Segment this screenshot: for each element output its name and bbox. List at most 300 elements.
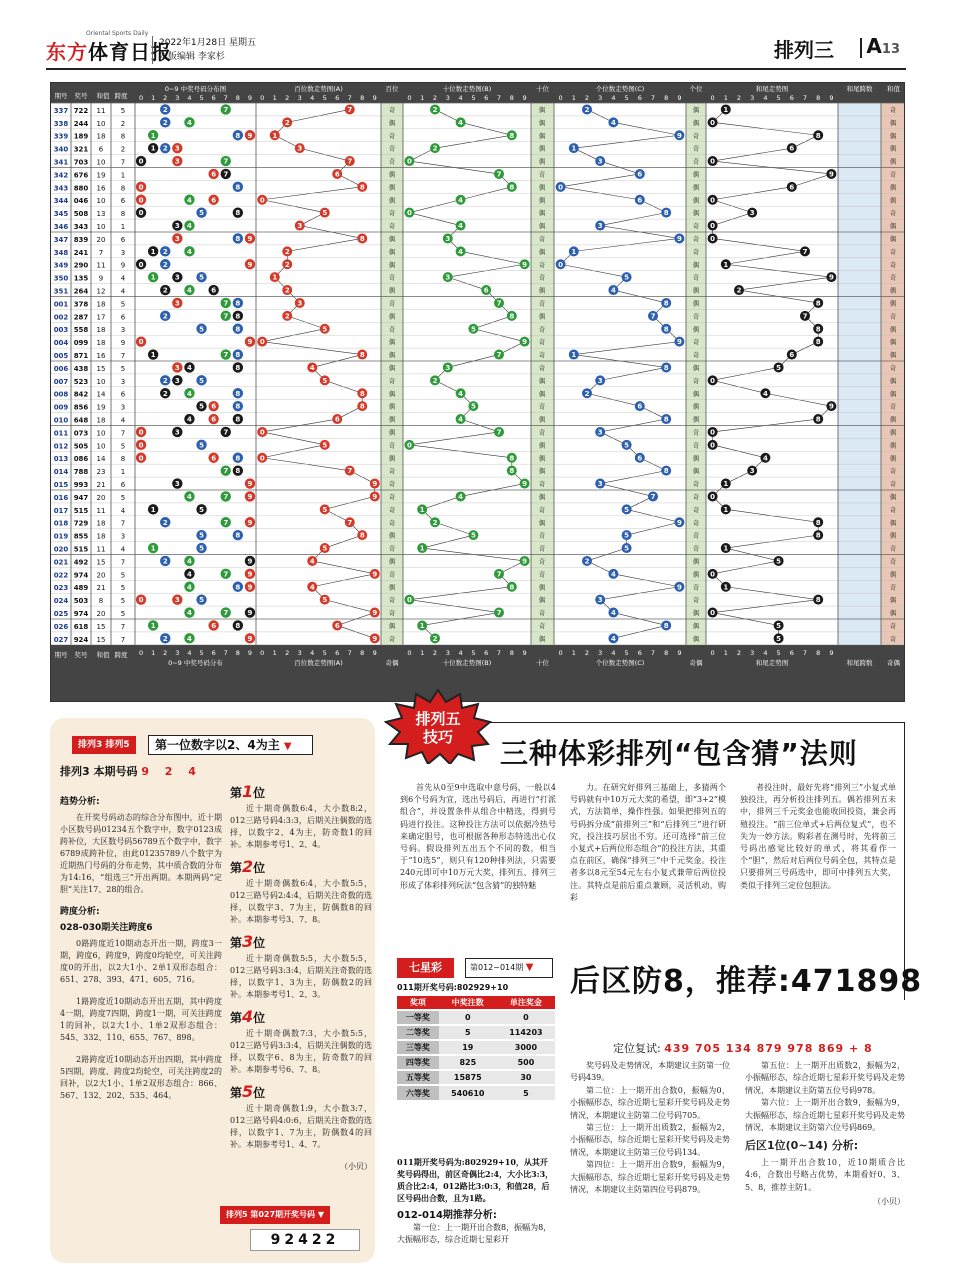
- number-cell: 924: [73, 635, 89, 644]
- logo-red-text: 东方: [46, 40, 88, 64]
- span-cell: 4: [120, 545, 126, 554]
- chart-group-footer: 十位数走势图(B): [442, 658, 492, 667]
- span-subheading: 028-030期关注跨度6: [60, 923, 153, 933]
- distribution-ball-digit: 3: [174, 376, 180, 385]
- chart-group-footer: 奇偶: [887, 658, 900, 667]
- parity-mark: 偶: [692, 402, 700, 411]
- period-cell: 349: [53, 261, 69, 270]
- distribution-ball-digit: 0: [138, 209, 144, 218]
- number-cell: 722: [73, 106, 89, 115]
- chart-digit-header: 6: [637, 648, 642, 657]
- prize-table-cell: 30: [497, 1070, 555, 1085]
- tail-ball-digit: 8: [815, 299, 821, 308]
- triangle-down-icon: ▼: [317, 1210, 325, 1219]
- distribution-ball-digit: 8: [235, 531, 241, 540]
- parity-mark: 偶: [692, 557, 700, 566]
- position-ball-digit: 2: [432, 634, 438, 643]
- span-cell: 7: [120, 352, 126, 360]
- chart-digit-header: 2: [163, 648, 168, 657]
- position-ball-digit: 6: [334, 621, 340, 630]
- position-ball-digit: 3: [297, 299, 303, 308]
- parity-mark: 偶: [538, 209, 546, 218]
- chart-digit-header: 7: [223, 648, 228, 657]
- prize-table-row: [397, 1085, 555, 1100]
- tail-ball-digit: 0: [710, 157, 716, 166]
- position-number: 4: [242, 1007, 254, 1026]
- tail-ball-digit: 8: [815, 325, 821, 334]
- number-cell: 343: [73, 223, 89, 231]
- parity-mark: 偶: [692, 260, 700, 269]
- period-cell: 016: [53, 493, 69, 502]
- position-ball-digit: 8: [663, 325, 669, 334]
- chart-digit-header: 3: [445, 94, 450, 102]
- period-cell: 340: [53, 145, 69, 154]
- sum-cell: 16: [96, 184, 106, 193]
- chart-digit-header: 7: [802, 648, 808, 657]
- chart-digit-header: 8: [360, 94, 365, 102]
- prize-table-col-header: 单注奖金: [497, 996, 555, 1010]
- position-ball-digit: 7: [650, 312, 656, 321]
- draw-value: 9 2 4: [141, 765, 202, 778]
- chart-digit-header: 4: [763, 648, 768, 657]
- position-ball-digit: 6: [637, 402, 643, 411]
- position-ball-digit: 9: [372, 634, 378, 643]
- span-cell: 4: [120, 416, 126, 425]
- tail-ball-digit: 6: [789, 144, 795, 153]
- parity-mark: 偶: [538, 518, 546, 527]
- span-cell: 5: [120, 597, 126, 606]
- chart-digit-header: 9: [372, 94, 377, 102]
- number-cell: 438: [73, 364, 89, 373]
- sum-parity-mark: 偶: [889, 376, 897, 385]
- number-cell: 099: [73, 339, 89, 348]
- distribution-ball-digit: 7: [223, 312, 229, 321]
- chart-digit-header: 4: [187, 94, 192, 102]
- position-ball-digit: 7: [347, 105, 353, 114]
- chart-digit-header: 7: [802, 94, 808, 102]
- position-ball-digit: 2: [432, 105, 438, 114]
- parity-mark: 偶: [538, 389, 546, 398]
- position-ball-digit: 3: [597, 596, 603, 605]
- back-area-text: 上一期开出合数10，近10期质合比4:6，合数出号略占优势，本期看好0、3、5、8，推荐主防1。: [745, 1157, 905, 1192]
- trend-chart-svg: [51, 83, 905, 702]
- distribution-ball-digit: 0: [138, 596, 144, 605]
- chart-group-header: 十位: [536, 85, 549, 93]
- parity-mark: 奇: [692, 157, 700, 166]
- chart-digit-header: 3: [598, 648, 603, 657]
- period-cell: 022: [53, 571, 69, 580]
- issue-date: 2022年1月28日 星期五: [159, 38, 256, 48]
- position-ball-digit: 1: [571, 247, 577, 256]
- distribution-ball-digit: 9: [247, 518, 253, 527]
- pailie5-tag-text: 排列5 第027期开奖号码: [226, 1210, 316, 1219]
- distribution-ball-digit: 5: [199, 376, 204, 385]
- distribution-ball-digit: 1: [150, 131, 156, 140]
- period-cell: 027: [53, 635, 69, 644]
- position-text: 近十期奇偶数7:3，大小数5:5，012三路号码3:3:4，后期关注偶数的选择，以数字6、8为主，防奇数7的回补。本期参考号6、7、8。: [230, 1029, 372, 1074]
- chart-digit-header: 3: [750, 94, 755, 102]
- distribution-ball-digit: 2: [162, 389, 168, 398]
- parity-mark: 偶: [538, 634, 546, 643]
- distribution-ball-digit: 6: [211, 170, 217, 179]
- period-cell: 001: [53, 300, 69, 309]
- chart-group-header: 个位: [689, 85, 703, 93]
- distribution-ball-digit: 0: [138, 196, 144, 205]
- parity-mark: 奇: [538, 351, 546, 360]
- chart-digit-header: 3: [297, 94, 302, 102]
- distribution-ball-digit: 7: [223, 518, 229, 527]
- sum-parity-mark: 奇: [889, 105, 897, 114]
- analysis-title-bar: [72, 736, 372, 756]
- position-ball-digit: 3: [445, 234, 451, 243]
- position-ball-digit: 7: [496, 170, 502, 179]
- distribution-ball-digit: 8: [235, 389, 241, 398]
- chart-digit-header: 2: [584, 648, 590, 657]
- position-heading: [230, 1082, 372, 1101]
- parity-mark: 偶: [538, 118, 546, 127]
- sum-cell: 20: [96, 571, 106, 580]
- sum-parity-mark: 奇: [889, 557, 897, 566]
- chart-digit-header: 7: [650, 648, 656, 657]
- chart-left-header: 和值: [96, 92, 110, 100]
- chart-group-footer: 0~9 中奖号码分布: [168, 658, 223, 667]
- chart-digit-header: 2: [432, 648, 438, 657]
- seven-star-tag: 七星彩: [397, 958, 454, 978]
- parity-mark: 奇: [538, 402, 546, 411]
- parity-mark: 偶: [388, 286, 396, 295]
- distribution-ball-digit: 5: [199, 544, 204, 553]
- sum-cell: 10: [96, 158, 106, 167]
- chart-digit-header: 4: [458, 648, 463, 657]
- recommend-para: 第六位：上一期开出合数9，振幅为9，大振幅形态，综合近期七星彩开奖号码及走势情况，本期建议主防第六位号码869。: [745, 1098, 905, 1133]
- sum-cell: 18: [96, 519, 106, 528]
- position-ball-digit: 9: [676, 131, 682, 140]
- chart-digit-header: 8: [816, 94, 821, 102]
- sum-cell: 10: [96, 119, 106, 128]
- position-ball-digit: 2: [284, 260, 290, 269]
- trend-chart: [50, 82, 905, 702]
- position-ball-digit: 9: [372, 480, 378, 489]
- prize-table-cell: 0: [439, 1010, 497, 1025]
- parity-mark: 奇: [388, 131, 396, 140]
- position-ball-digit: 3: [597, 222, 603, 231]
- position-ball-digit: 4: [458, 222, 464, 231]
- position-ball-digit: 5: [470, 531, 476, 540]
- article-col-2: 力。在研究好排列三基础上，多猜两个号码就有中10万元大奖的希望，即“3+2”模式，方法简单，操作性强。如果把排列五的号码拆分成“前排列三”和“后排列三”进行研究，投注技巧层出不穷。还可选择“前三位小复式+后两位形态组合”的投注方法，其重点在前区，确保“排列三”中千元奖金。投注者多以8元至54元左右小复式兼带后两位投注。其特点是前后重点兼顾，灵活机动，购彩: [570, 783, 726, 902]
- number-cell: 489: [73, 584, 89, 593]
- position-ball-digit: 6: [637, 170, 643, 179]
- position-ball-digit: 7: [496, 299, 502, 308]
- chart-digit-header: 1: [571, 648, 576, 657]
- span-cell: 1: [120, 468, 126, 477]
- tail-ball-digit: 9: [828, 273, 834, 282]
- distribution-ball-digit: 3: [174, 234, 180, 243]
- span-cell: 8: [120, 132, 126, 141]
- span-cell: 7: [120, 429, 126, 438]
- chart-digit-header: 1: [420, 648, 425, 657]
- trend-heading: 趋势分析:: [60, 797, 100, 807]
- chart-digit-header: 5: [471, 94, 476, 102]
- position-ball-digit: 5: [322, 325, 328, 334]
- sum-cell: 19: [96, 403, 106, 412]
- position-suffix: 位: [253, 1086, 266, 1100]
- parity-mark: 偶: [538, 583, 546, 592]
- distribution-ball-digit: 7: [223, 467, 229, 476]
- distribution-ball-digit: 0: [138, 454, 144, 463]
- parity-mark: 偶: [388, 351, 396, 360]
- sum-parity-mark: 偶: [889, 351, 897, 360]
- chart-digit-header: 2: [285, 648, 290, 657]
- parity-mark: 偶: [388, 402, 396, 411]
- tail-ball-digit: 8: [815, 596, 821, 605]
- span-cell: 3: [120, 248, 126, 257]
- distribution-ball-digit: 4: [187, 570, 192, 579]
- chart-left-footer: 期号: [54, 650, 68, 659]
- chart-digit-header: 5: [776, 648, 781, 657]
- position-ball-digit: 2: [584, 557, 590, 566]
- chart-digit-header: 7: [496, 94, 502, 102]
- sum-parity-mark: 奇: [889, 467, 897, 476]
- parity-mark: 偶: [388, 531, 396, 540]
- position-ball-digit: 3: [597, 428, 603, 437]
- distribution-ball-digit: 6: [211, 196, 217, 205]
- period-cell: 013: [53, 455, 69, 464]
- number-cell: 241: [73, 248, 89, 257]
- sum-cell: 7: [98, 248, 104, 257]
- position-ball-digit: 0: [259, 338, 265, 347]
- chart-digit-header: 0: [138, 94, 144, 102]
- chart-digit-header: 5: [199, 648, 204, 657]
- period-cell: 003: [53, 326, 69, 335]
- prize-table-cell: 500: [497, 1055, 555, 1070]
- tail-ball-digit: 1: [723, 480, 729, 489]
- parity-mark: 奇: [388, 273, 396, 282]
- distribution-ball-digit: 7: [223, 170, 229, 179]
- section-title: 排列三: [774, 38, 834, 62]
- position-ball-digit: 4: [458, 247, 464, 256]
- number-cell: 974: [73, 571, 89, 580]
- position-ball-digit: 8: [359, 402, 365, 411]
- distribution-ball-digit: 8: [235, 131, 241, 140]
- position-number: 2: [242, 857, 254, 876]
- number-cell: 290: [73, 261, 89, 270]
- distribution-ball-digit: 8: [235, 363, 241, 372]
- tail-ball-digit: 0: [710, 570, 716, 579]
- sum-parity-mark: 奇: [889, 634, 897, 643]
- parity-mark: 偶: [692, 299, 700, 308]
- distribution-ball-digit: 2: [162, 144, 168, 153]
- chart-group-header: 个位数走势图(C): [595, 85, 645, 93]
- parity-mark: 奇: [692, 480, 700, 489]
- distribution-ball-digit: 8: [235, 299, 241, 308]
- parity-mark: 偶: [692, 389, 700, 398]
- fixed-recommendation: [613, 1040, 873, 1056]
- page-editor: 本版编辑 李家杉: [159, 52, 225, 62]
- parity-mark: 偶: [692, 170, 700, 179]
- period-cell: 010: [53, 416, 69, 425]
- parity-mark: 奇: [538, 325, 546, 334]
- chart-left-header: 期号: [54, 92, 68, 100]
- distribution-ball-digit: 9: [247, 492, 253, 501]
- chart-digit-header: 7: [347, 648, 352, 657]
- position-ball-digit: 5: [322, 209, 328, 218]
- number-cell: 871: [73, 352, 89, 360]
- position-ball-digit: 9: [676, 518, 682, 527]
- tail-ball-digit: 8: [815, 131, 821, 140]
- parity-mark: 偶: [692, 609, 700, 618]
- period-cell: 005: [53, 352, 69, 360]
- parity-mark: 奇: [388, 544, 396, 553]
- position-ball-digit: 1: [571, 351, 577, 360]
- distribution-ball-digit: 4: [187, 634, 192, 643]
- chart-left-footer: 跨度: [114, 650, 128, 659]
- parity-mark: 奇: [388, 299, 396, 308]
- parity-mark: 奇: [388, 634, 396, 643]
- position-ball-digit: 8: [663, 299, 669, 308]
- period-cell: 024: [53, 597, 69, 606]
- pailie5-result: [220, 1206, 370, 1224]
- recommend-para: 第四位：上一期开出合数9，振幅为9，大振幅形态，综合近期七星彩开奖号码及走势情况，本期建议主防第四位号码879。: [570, 1160, 730, 1195]
- tail-ball-digit: 0: [710, 441, 716, 450]
- position-ball-digit: 2: [432, 518, 438, 527]
- number-cell: 135: [73, 274, 89, 283]
- span-cell: 7: [120, 519, 126, 528]
- span-cell: 2: [120, 119, 126, 128]
- chart-digit-header: 9: [522, 94, 527, 102]
- sum-parity-mark: 偶: [889, 196, 897, 205]
- distribution-ball-digit: 6: [211, 286, 217, 295]
- recommend-para: 奖号码及走势情况，本期建议主防第一位号码439。: [570, 1061, 730, 1083]
- chart-digit-header: 9: [522, 648, 527, 657]
- page-number: [860, 34, 900, 58]
- sum-cell: 8: [98, 597, 104, 606]
- chart-group-header: 和值: [887, 85, 900, 93]
- tail-ball-digit: 0: [710, 609, 716, 618]
- distribution-ball-digit: 5: [199, 402, 204, 411]
- sum-cell: 18: [96, 300, 106, 309]
- position-ball-digit: 9: [676, 234, 682, 243]
- span-cell: 3: [120, 532, 126, 541]
- parity-mark: 奇: [388, 596, 396, 605]
- chart-digit-header: 3: [297, 648, 302, 657]
- period-cell: 023: [53, 584, 69, 593]
- parity-mark: 偶: [388, 557, 396, 566]
- analysis-col-1: [60, 766, 222, 1112]
- position-prefix: 第: [230, 936, 243, 950]
- seven-star-period-text: 第012~014期: [470, 963, 524, 972]
- number-cell: 189: [73, 132, 89, 141]
- sum-parity-mark: 奇: [889, 621, 897, 630]
- period-cell: 344: [53, 197, 69, 206]
- position-ball-digit: 4: [610, 570, 616, 579]
- distribution-ball-digit: 4: [187, 196, 192, 205]
- parity-mark: 偶: [538, 415, 546, 424]
- prize-table-cell: 19: [439, 1040, 497, 1055]
- number-cell: 264: [73, 287, 89, 296]
- position-text: 近十期奇偶数1:9，大小数3:7，012三路号码4:0:6，后期关注奇数的选择，以数字1、7为主，防偶数4的回补。本期参考号1、4、7。: [230, 1104, 372, 1149]
- span-cell: 6: [120, 313, 126, 322]
- sum-cell: 11: [96, 106, 106, 115]
- position-ball-digit: 4: [610, 286, 616, 295]
- chart-group-header: 0~9 中奖号码分布图: [164, 85, 227, 93]
- sum-cell: 19: [96, 171, 106, 180]
- sum-parity-mark: 奇: [889, 312, 897, 321]
- distribution-ball-digit: 9: [247, 260, 253, 269]
- parity-mark: 偶: [538, 183, 546, 192]
- triangle-down-icon: ▼: [525, 962, 534, 973]
- chart-digit-header: 0: [260, 94, 265, 102]
- span-cell: 5: [120, 106, 126, 115]
- parity-mark: 偶: [388, 621, 396, 630]
- position-ball-digit: 8: [663, 415, 669, 424]
- tail-ball-digit: 8: [815, 518, 821, 527]
- span-text-1: 1路跨度近10期动态开出五期，其中跨度4一期，跨度7四期，跨度1一期，可关注跨度1的回补，以2大1小、1单2双形态组合：545、332、110、655、767、898。: [60, 997, 222, 1042]
- position-ball-digit: 8: [509, 131, 515, 140]
- position-heading: [230, 932, 372, 951]
- position-ball-digit: 8: [359, 531, 365, 540]
- tail-ball-digit: 0: [710, 376, 716, 385]
- span-cell: 3: [120, 377, 126, 386]
- parity-mark: 偶: [692, 325, 700, 334]
- parity-mark: 偶: [538, 596, 546, 605]
- chart-digit-header: 4: [611, 94, 616, 102]
- parity-mark: 偶: [538, 131, 546, 140]
- prize-table-cell: 3000: [497, 1040, 555, 1055]
- position-ball-digit: 4: [309, 363, 315, 372]
- period-cell: 343: [53, 184, 69, 193]
- distribution-ball-digit: 8: [235, 209, 241, 218]
- chart-digit-header: 1: [723, 94, 728, 102]
- starburst-badge: [382, 688, 494, 764]
- parity-mark: 偶: [538, 222, 546, 231]
- position-prefix: 第: [230, 861, 243, 875]
- parity-mark: 奇: [692, 596, 700, 605]
- sum-parity-mark: 偶: [889, 234, 897, 243]
- position-ball-digit: 0: [406, 596, 412, 605]
- period-cell: 341: [53, 158, 69, 167]
- chart-group-header: 百位: [385, 85, 399, 93]
- distribution-ball-digit: 2: [162, 260, 168, 269]
- position-ball-digit: 9: [522, 260, 528, 269]
- distribution-ball-digit: 4: [187, 247, 192, 256]
- span-cell: 5: [120, 610, 126, 618]
- number-cell: 558: [73, 326, 89, 335]
- chart-digit-header: 0: [260, 648, 265, 657]
- distribution-ball-digit: 0: [138, 157, 144, 166]
- tail-ball-digit: 0: [710, 196, 716, 205]
- chart-digit-header: 1: [571, 94, 576, 102]
- tail-ball-digit: 4: [762, 454, 768, 463]
- chart-digit-header: 9: [372, 648, 377, 657]
- parity-mark: 偶: [388, 583, 396, 592]
- parity-mark: 奇: [692, 428, 700, 437]
- position-ball-digit: 5: [624, 531, 630, 540]
- sum-cell: 11: [96, 261, 106, 270]
- sum-parity-mark: 奇: [889, 209, 897, 218]
- position-ball-digit: 5: [322, 544, 328, 553]
- parity-mark: 偶: [388, 389, 396, 398]
- chart-digit-header: 2: [736, 648, 742, 657]
- parity-mark: 偶: [692, 415, 700, 424]
- chart-digit-header: 2: [163, 94, 168, 102]
- number-cell: 503: [73, 597, 89, 606]
- chart-digit-header: 9: [829, 94, 834, 102]
- parity-mark: 偶: [538, 492, 546, 501]
- parity-mark: 奇: [692, 376, 700, 385]
- distribution-ball-digit: 8: [235, 234, 241, 243]
- sum-parity-mark: 奇: [889, 363, 897, 372]
- position-ball-digit: 7: [496, 351, 502, 360]
